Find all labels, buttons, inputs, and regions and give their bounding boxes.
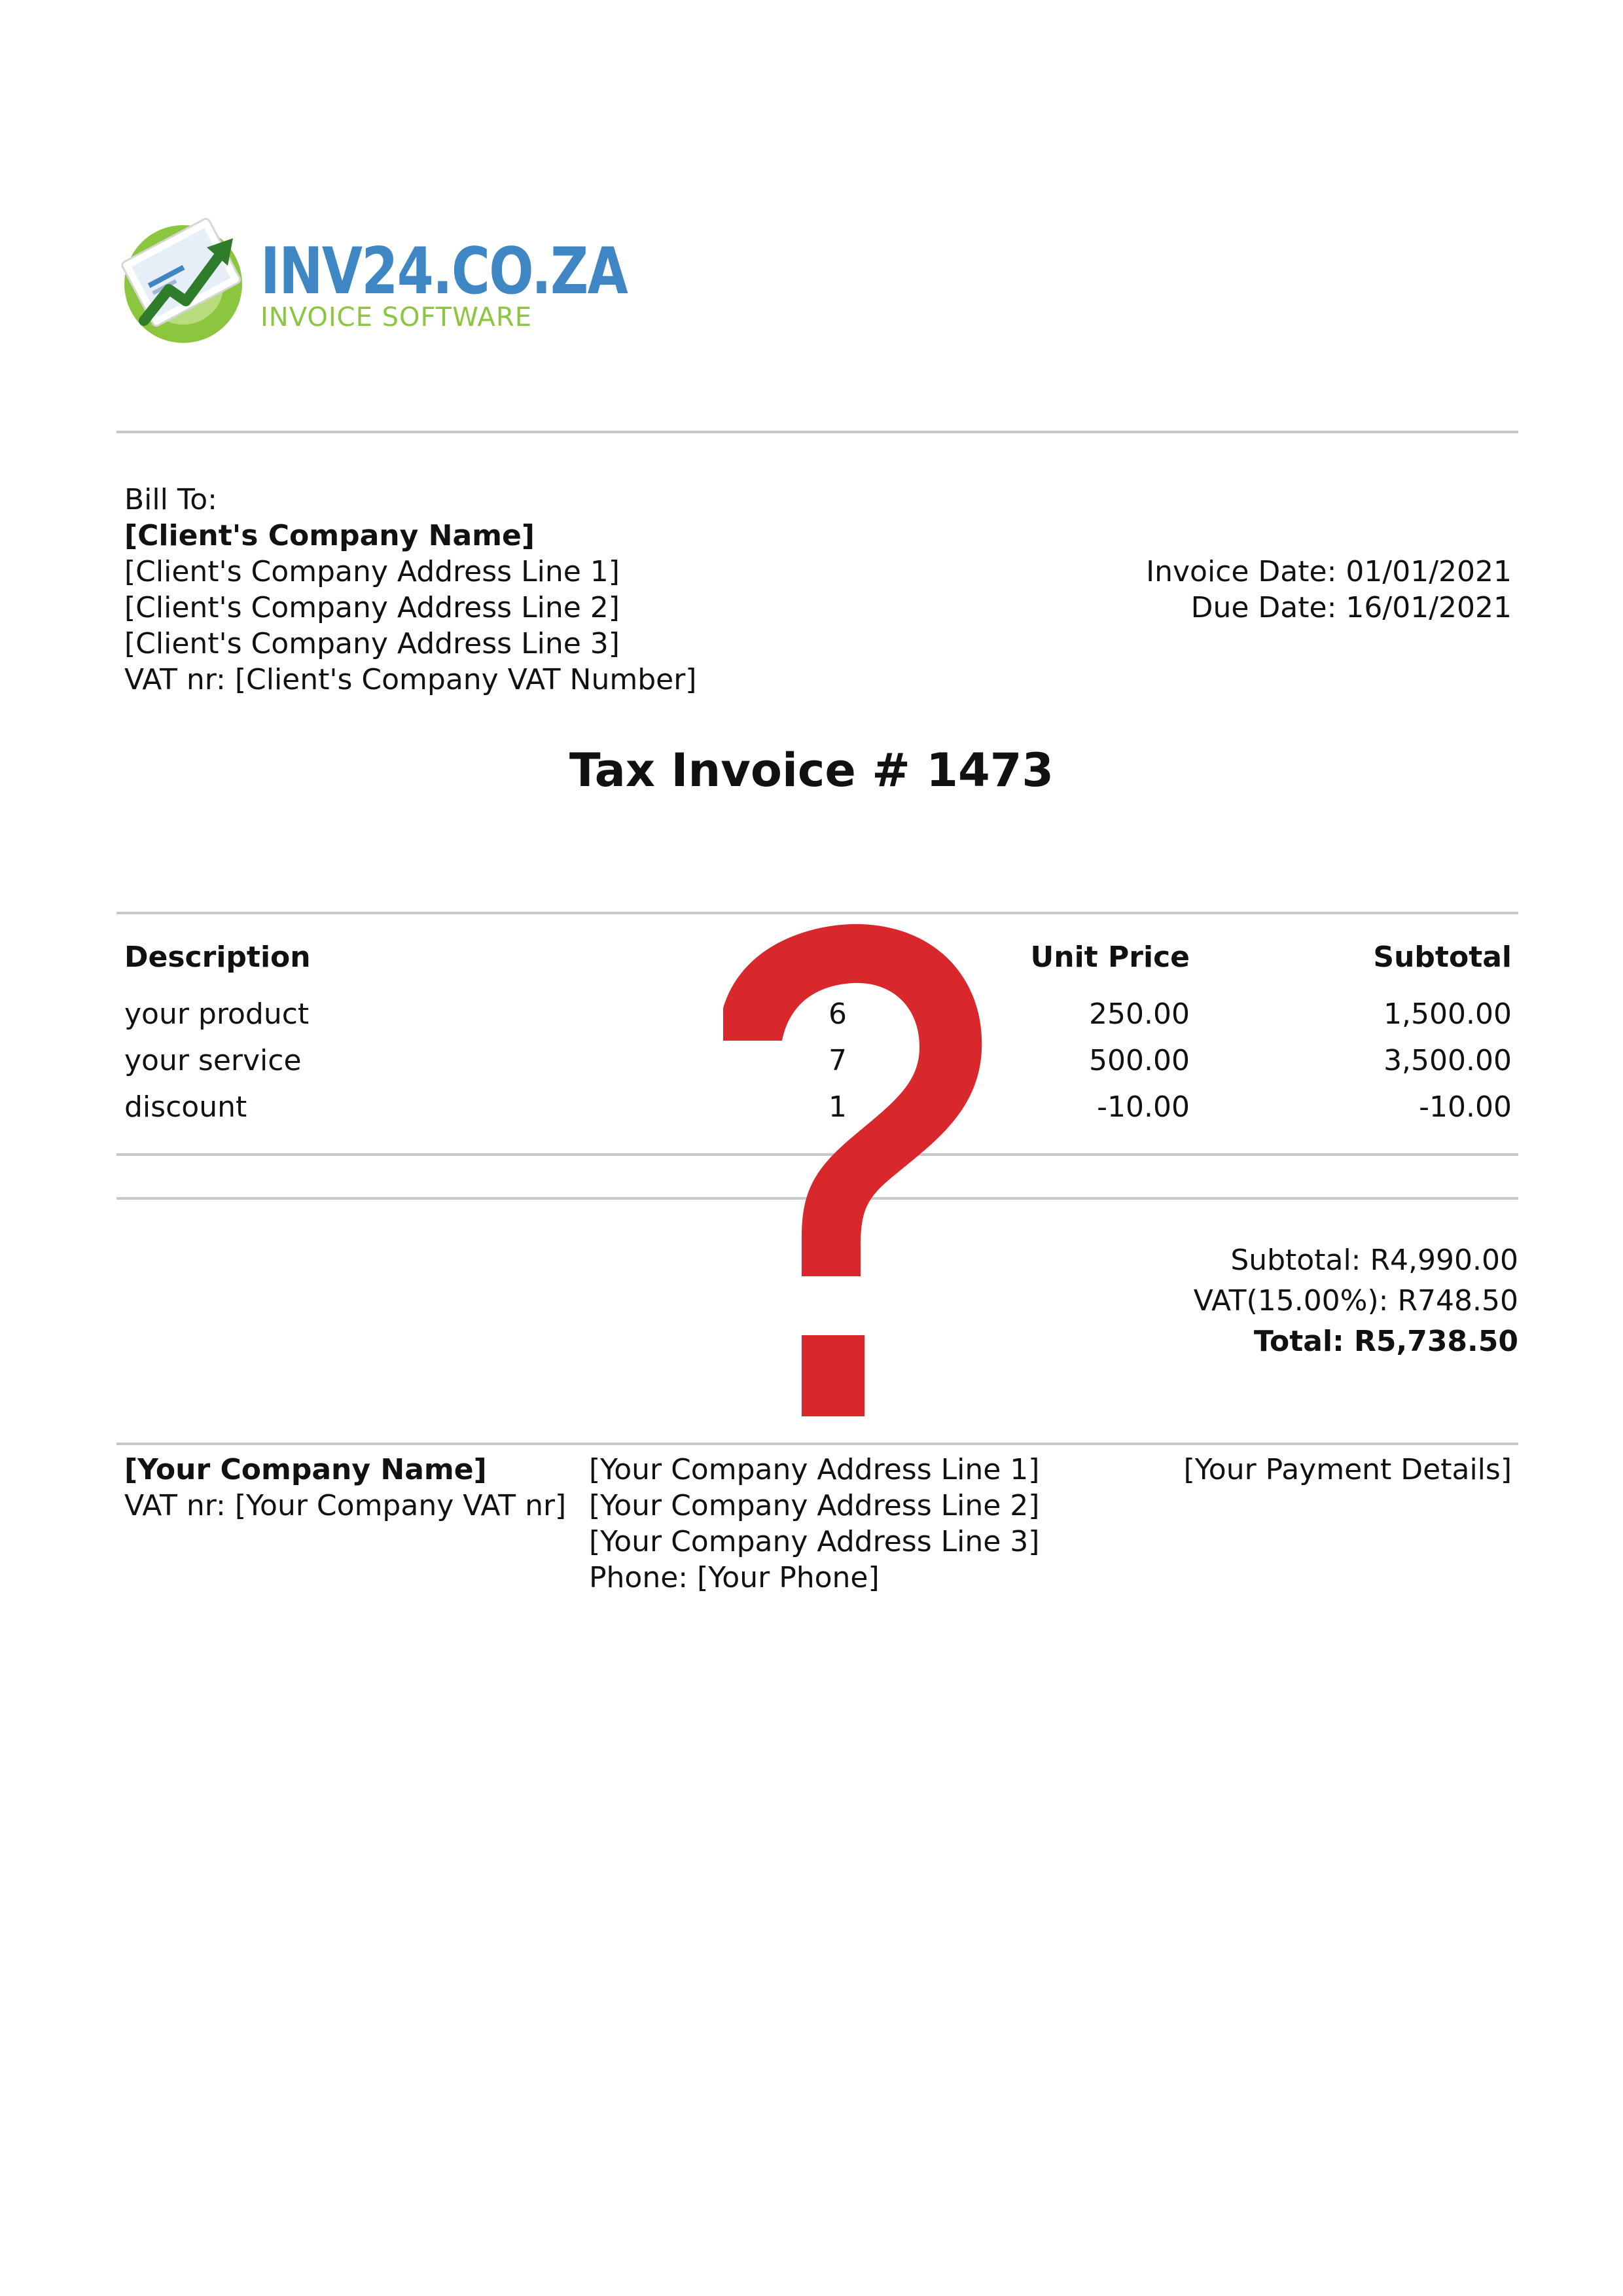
invoice-date: Invoice Date: 01/01/2021 (1146, 555, 1512, 588)
header-unit-price: Unit Price (1030, 941, 1190, 974)
your-phone: Phone: [Your Phone] (589, 1561, 880, 1594)
logo-brand-text: INV24.CO.ZA (260, 234, 628, 309)
row-3-unit-price: -10.00 (1097, 1090, 1190, 1124)
bill-to-label: Bill To: (124, 483, 217, 516)
your-address-line-2: [Your Company Address Line 2] (589, 1489, 1040, 1522)
client-company-name: [Client's Company Name] (124, 519, 535, 552)
chart-arrow-icon (118, 211, 255, 348)
row-3-subtotal: -10.00 (1419, 1090, 1512, 1124)
client-vat-number: VAT nr: [Client's Company VAT Number] (124, 663, 697, 696)
totals-subtotal: Subtotal: R4,990.00 (1230, 1244, 1518, 1277)
row-3-description: discount (124, 1090, 247, 1124)
client-address-line-3: [Client's Company Address Line 3] (124, 627, 620, 660)
your-address-line-3: [Your Company Address Line 3] (589, 1525, 1040, 1558)
client-address-line-2: [Client's Company Address Line 2] (124, 591, 620, 624)
row-2-unit-price: 500.00 (1089, 1044, 1190, 1077)
question-mark-icon (704, 910, 991, 1420)
totals-grand-total: Total: R5,738.50 (1253, 1325, 1518, 1358)
your-payment-details: [Your Payment Details] (1183, 1453, 1512, 1486)
logo-tagline: INVOICE SOFTWARE (260, 302, 532, 332)
your-company-vat: VAT nr: [Your Company VAT nr] (124, 1489, 567, 1522)
header-description: Description (124, 941, 311, 974)
header-divider (116, 431, 1518, 433)
row-1-description: your product (124, 997, 310, 1031)
your-address-line-1: [Your Company Address Line 1] (589, 1453, 1040, 1486)
client-address-line-1: [Client's Company Address Line 1] (124, 555, 620, 588)
invoice-title: Tax Invoice # 1473 (569, 744, 1054, 797)
footer-divider (116, 1443, 1518, 1445)
row-2-qty: 7 (829, 1044, 847, 1077)
due-date: Due Date: 16/01/2021 (1190, 591, 1512, 624)
header-subtotal: Subtotal (1373, 941, 1512, 974)
row-3-qty: 1 (829, 1090, 847, 1124)
your-company-name: [Your Company Name] (124, 1453, 487, 1486)
row-1-subtotal: 1,500.00 (1383, 997, 1512, 1031)
totals-vat: VAT(15.00%): R748.50 (1193, 1284, 1518, 1318)
row-1-unit-price: 250.00 (1089, 997, 1190, 1031)
row-2-subtotal: 3,500.00 (1383, 1044, 1512, 1077)
row-2-description: your service (124, 1044, 302, 1077)
row-1-qty: 6 (829, 997, 847, 1031)
